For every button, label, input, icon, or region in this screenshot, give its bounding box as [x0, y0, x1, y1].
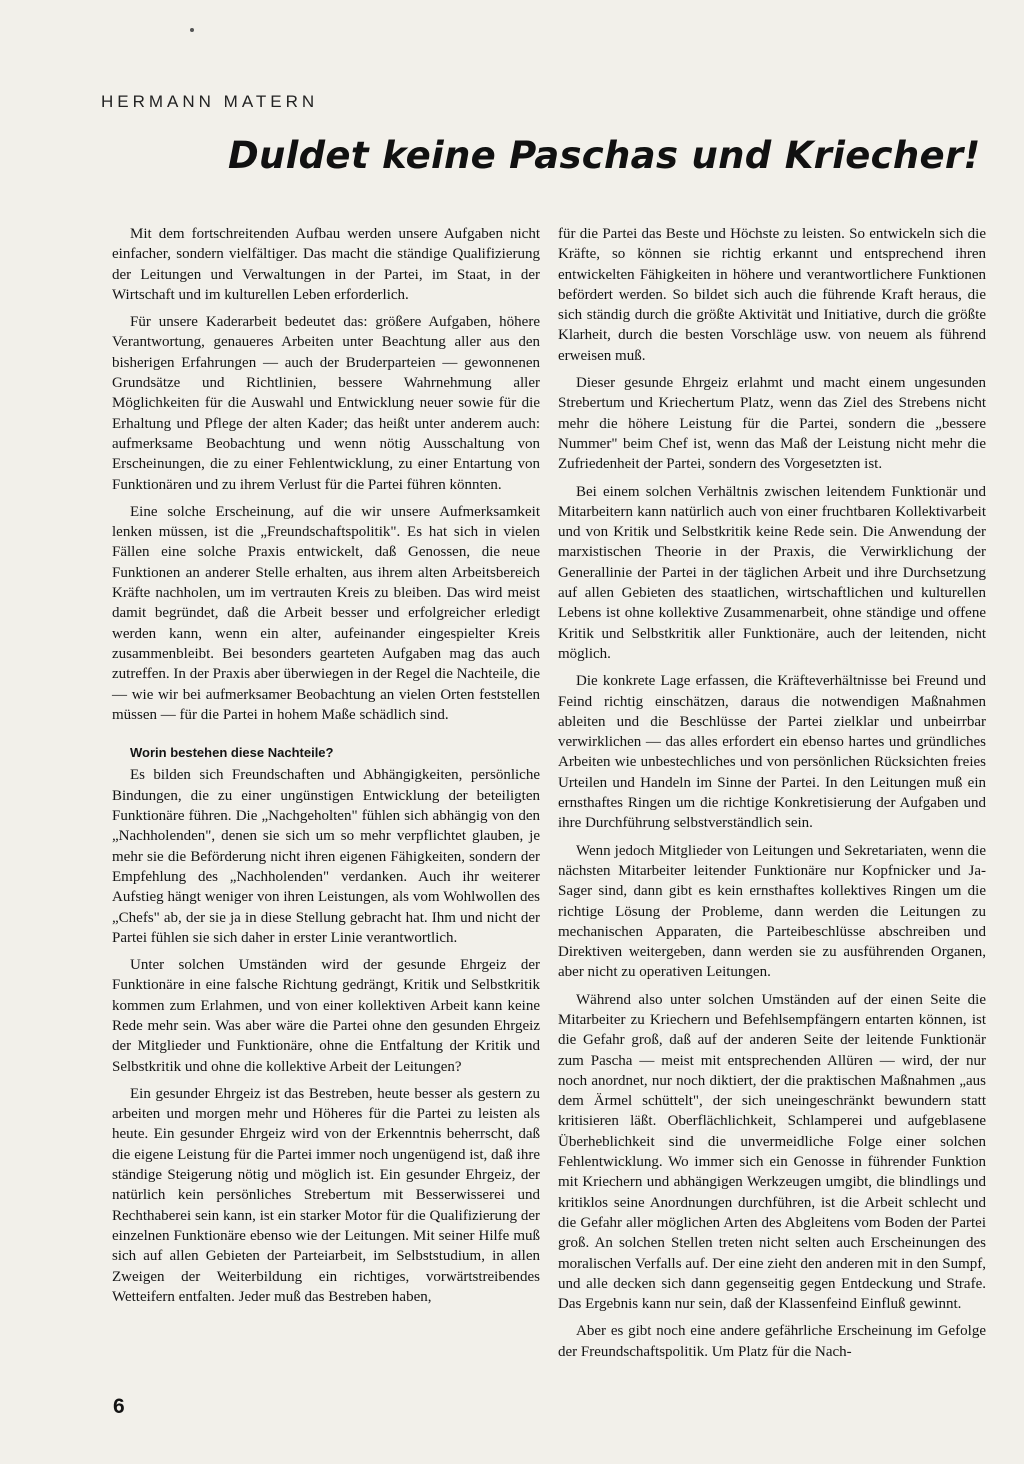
paragraph: Ein gesunder Ehrgeiz ist das Bestreben, heute besser als gestern zu arbeiten und morgen mehr und Höheres für die Partei zu leisten als heute. Ein gesunder Ehrgeiz wird von der Erkenntnis beherrscht, daß die eigene Leistung für die Partei immer noch ungenügend ist, daß ihre ständige Steigerung nötig und möglich ist. Ein gesunder Ehrgeiz, der natürlich kein persönliches Strebertum mit Besserwisserei und Rechthaberei sein kann, ist ein starker Motor für die Qualifizierung der einzelnen Funktionäre ebenso wie der Leitungen. Mit seiner Hilfe muß sich auf allen Gebieten der Parteiarbeit, im Selbststudium, in allen Zweigen der Weiterbildung ein richtiges, vorwärtstreibendes Wetteifern entfalten. Jeder muß das Bestreben haben, [112, 1085, 540, 1305]
paragraph: Für unsere Kaderarbeit bedeutet das: größere Aufgaben, höhere Verantwortung, genaueres Arbeiten unter Beachtung aller aus den bisherigen Erfahrungen — auch der Bruderparteien — gewonnenen Grundsätze und Richtlinien, bessere Wahrnehmung aller Möglichkeiten für die Auswahl und Entwicklung neuer sowie für die Erhaltung und Pflege der alten Kader; das heißt unter anderem auch: aufmerksame Beobachtung und wenn nötig Ausschaltung von Erscheinungen, die zu einer Fehlentwicklung, zu einer Entartung von Funktionären und zu ihrem Verlust für die Partei führen könnten. [112, 314, 540, 493]
paragraph: Bei einem solchen Verhältnis zwischen leitendem Funktionär und Mitarbeitern kann natürlich auch von einer fruchtbaren Kollektivarbeit und von Kritik und Selbstkritik keine Rede sein. Die Anwendung der marxistischen Theorie in der Praxis, die Verwirklichung der Generallinie der Partei in der täglichen Arbeit und ihre Durchsetzung auf allen Gebieten des staatlichen, wirtschaftlichen und kulturellen Lebens ist ohne kollektive Zusammenarbeit, ohne ständige und offene Kritik und Selbstkritik aller Funktionäre, auch der leitenden, nicht möglich. [558, 483, 986, 662]
paragraph: Wenn jedoch Mitglieder von Leitungen und Sekretariaten, wenn die nächsten Mitarbeiter leitender Funktionäre nur Kopfnicker und Ja-Sager sind, dann gibt es kein ernsthaftes kollektives Ringen um die richtige Lösung der Probleme, dann werden die Leitungen zu mechanischen Apparaten, die Parteibeschlüsse abschreiben und Direktiven weitergeben, dann werden sie zu ausführenden Organen, aber nicht zu operativen Leitungen. [558, 842, 986, 981]
paragraph: Dieser gesunde Ehrgeiz erlahmt und macht einem ungesunden Strebertum und Kriechertum Platz, wenn das Ziel des Strebens nicht mehr die höhere Leistung für die Partei, sondern die „bessere Nummer" beim Chef ist, wenn das Maß der Leistung nicht mehr die Zufriedenheit der Partei, sondern des Vorgesetzten ist. [558, 375, 986, 473]
author-name: HERMANN MATERN [101, 92, 319, 111]
paragraph: Unter solchen Umständen wird der gesunde Ehrgeiz der Funktionäre in eine falsche Richtung gedrängt, Kritik und Selbstkritik kommen zum Erlahmen, und von einer kollektiven Arbeit kann keine Rede mehr sein. Was aber wäre die Partei ohne den gesunden Ehrgeiz der Mitglieder und Funktionäre, ohne die Entfaltung der Kritik und Selbstkritik und ohne die kollektive Arbeit der Leitungen? [112, 957, 540, 1075]
section-heading: Worin bestehen diese Nachteile? [130, 745, 334, 761]
article-title: Duldet keine Paschas und Kriecher! [228, 134, 981, 177]
paragraph: Eine solche Erscheinung, auf die wir unsere Aufmerksamkeit lenken müssen, ist die „Freundschaftspolitik". Es hat sich in vielen Fällen eine solche Praxis entwickelt, daß Genossen, die neue Funktionen an anderer Stelle erhalten, aus ihrem alten Arbeitsbereich Kräfte nachholen, um im vertrauten Kreis zu bleiben. Das wird meist damit begründet, daß die Arbeit besser und erfolgreicher erledigt werden kann, wenn ein alter, aufeinander eingespielter Kreis zusammenbleibt. Bei besonders gearteten Aufgaben mag das auch zutreffen. In der Praxis aber überwiegen in der Regel die Nachteile, die — wie wir bei aufmerksamer Beobachtung an vielen Orten feststellen müssen — für die Partei in hohem Maße schädlich sind. [112, 503, 540, 723]
paragraph: Aber es gibt noch eine andere gefährliche Erscheinung im Gefolge der Freundschaftspolitik. Um Platz für die Nach- [558, 1323, 986, 1360]
paragraph-continuation: für die Partei das Beste und Höchste zu leisten. So entwickeln sich die Kräfte, so können sie richtig erkannt und entsprechend ihren entwickelten Fähigkeiten in höhere und verantwortlichere Funktionen befördert werden. So bildet sich auch die führende Kraft heraus, die sich ständig durch die größte Aktivität und Initiative, durch die größte Klarheit, durch die besten Vorschläge usw. von neuem als führend erweisen muß. [558, 226, 986, 364]
paragraph: Es bilden sich Freundschaften und Abhängigkeiten, persönliche Bindungen, die zu einer ungünstigen Entwicklung der beteiligten Funktionäre führen. Die „Nachgeholten" fühlen sich abhängig von den „Nachholenden", denen sie sich um so mehr verpflichtet glauben, je mehr sie die Beförderung nicht ihren eigenen Fähigkeiten, sondern der Empfehlung des „Nachholenden" verdanken. Auch ihr weiterer Aufstieg hängt weniger von ihren Leistungen, als vom Wohlwollen des „Chefs" ab, der sie ja in diese Stellung gebracht hat. Ihm und nicht der Partei fühlen sie sich daher in erster Linie verantwortlich. [112, 767, 540, 946]
paragraph: Mit dem fortschreitenden Aufbau werden unsere Aufgaben nicht einfacher, sondern vielfältiger. Das macht die ständige Qualifizierung der Leitungen und Verwaltungen in der Partei, im Staat, in der Wirtschaft und im kulturellen Leben erforderlich. [112, 226, 540, 303]
right-column [558, 224, 986, 1369]
page-number: 6 [113, 1395, 125, 1418]
left-column [112, 224, 540, 1314]
paragraph: Die konkrete Lage erfassen, die Kräfteverhältnisse bei Freund und Feind richtig einschätzen, daraus die notwendigen Maßnahmen ableiten und die Beschlüsse der Partei zielklar und unbeirrbar verwirklichen — das alles erfordert ein ebenso hartes und gründliches Arbeiten wie unbestechliches und von persönlichen Rücksichten freies Urteilen und Handeln im Sinne der Partei. In den Leitungen muß ein ernsthaftes Ringen um die richtige Konkretisierung der Aufgaben und ihre Durchführung selbstverständlich sein. [558, 673, 986, 832]
paragraph: Während also unter solchen Umständen auf der einen Seite die Mitarbeiter zu Kriechern und Befehlsempfängern entarten können, ist die Gefahr groß, daß auf der anderen Seite der leitende Funktionär zum Pascha — meist mit entsprechenden Allüren — wird, der nur noch anordnet, nur noch diktiert, der die praktischen Maßnahmen „aus dem Ärmel schüttelt", der sich uneingeschränkt bewundern statt kritisieren läßt. Oberflächlichkeit, Schlamperei und aufgeblasene Überheblichkeit sind die unvermeidliche Folge einer solchen Fehlentwicklung. Wo immer sich ein Genosse in führender Funktion mit Kriechern und abhängigen Werkzeugen umgibt, die blindlings und kritiklos seine Anordnungen durchführen, ist die Arbeit schlecht und die Gefahr aller möglichen Arten des Abgleitens vom Boden der Partei groß. An solchen Stellen treten nicht selten auch Erscheinungen des moralischen Verfalls auf. Der eine zieht den anderen mit in den Sumpf, und alle decken sich dann gegenseitig gegen Entdeckung und Strafe. Das Ergebnis kann nur sein, daß der Klassenfeind Einfluß gewinnt. [558, 991, 986, 1313]
print-speck [190, 28, 194, 32]
